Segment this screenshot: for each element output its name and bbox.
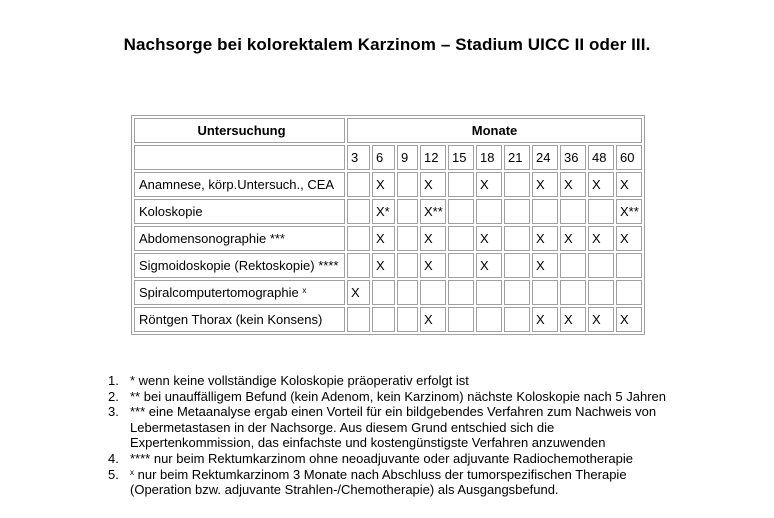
schedule-cell <box>588 280 614 305</box>
table-row <box>134 172 642 197</box>
footnote-text: ** bei unauffälligem Befund (kein Adenom, kein Karzinom) nächste Koloskopie nach 5 Jahren <box>130 388 666 404</box>
schedule-cell <box>347 253 370 278</box>
schedule-cell <box>616 280 642 305</box>
schedule-cell: X <box>420 226 446 251</box>
schedule-cell <box>347 307 370 332</box>
schedule-cell <box>420 280 446 305</box>
footnotes-list <box>108 373 748 498</box>
schedule-cell: X <box>560 226 586 251</box>
schedule-cell: X <box>560 307 586 332</box>
schedule-cell: X* <box>372 199 395 224</box>
schedule-cell: X <box>372 172 395 197</box>
row-label-superscript: x <box>302 286 307 295</box>
schedule-cell <box>588 253 614 278</box>
row-label: Röntgen Thorax (kein Konsens) <box>134 307 345 332</box>
footnote-text: (Operation bzw. adjuvante Strahlen-/Chemotherapie) als Ausgangsbefund. <box>130 482 559 498</box>
schedule-cell <box>397 307 418 332</box>
schedule-cell <box>397 172 418 197</box>
schedule-cell <box>448 280 474 305</box>
footnote-number: 1. <box>108 373 119 388</box>
schedule-cell <box>560 280 586 305</box>
schedule-cell: X <box>420 253 446 278</box>
schedule-cell <box>397 280 418 305</box>
schedule-cell <box>397 199 418 224</box>
footnote-text: *** eine Metaanalyse ergab einen Vorteil für ein bildgebendes Verfahren zum Nachweis von <box>130 404 657 420</box>
schedule-cell <box>532 280 558 305</box>
month-row-empty <box>134 145 345 170</box>
followup-schedule-table <box>131 115 645 335</box>
row-label: Abdomensonographie *** <box>134 226 345 251</box>
schedule-cell: X** <box>616 199 642 224</box>
schedule-cell <box>448 226 474 251</box>
schedule-cell <box>347 226 370 251</box>
month-row <box>134 145 642 170</box>
schedule-cell <box>504 199 530 224</box>
schedule-cell <box>372 280 395 305</box>
table-header-row <box>134 118 642 143</box>
row-label: Koloskopie <box>134 199 345 224</box>
schedule-cell <box>560 253 586 278</box>
schedule-cell: X <box>420 172 446 197</box>
footnote <box>108 451 748 467</box>
schedule-cell <box>616 253 642 278</box>
table-row <box>134 307 642 332</box>
schedule-cell: X <box>372 226 395 251</box>
schedule-cell: X <box>588 172 614 197</box>
schedule-cell: X <box>476 253 502 278</box>
schedule-cell: X <box>532 253 558 278</box>
month-header: 12 <box>420 145 446 170</box>
schedule-cell <box>504 280 530 305</box>
schedule-cell: X <box>476 226 502 251</box>
schedule-cell: X <box>532 172 558 197</box>
footnote-text: Expertenkommission, das einfachste und kostengünstigste Verfahren anzuwenden <box>130 435 606 451</box>
schedule-cell <box>397 226 418 251</box>
schedule-cell <box>504 172 530 197</box>
schedule-cell: X <box>372 253 395 278</box>
schedule-cell: X <box>616 307 642 332</box>
header-months: Monate <box>347 118 642 143</box>
footnote-text: Lebermetastasen in der Nachsorge. Aus diesem Grund entschied sich die <box>130 419 555 435</box>
month-header: 3 <box>347 145 370 170</box>
schedule-cell <box>397 253 418 278</box>
footnote-text: **** nur beim Rektumkarzinom ohne neoadjuvante oder adjuvante Radiochemotherapie <box>130 450 633 466</box>
schedule-cell <box>347 199 370 224</box>
table-row <box>134 280 642 305</box>
schedule-cell <box>504 253 530 278</box>
row-label: Sigmoidoskopie (Rektoskopie) **** <box>134 253 345 278</box>
month-header: 15 <box>448 145 474 170</box>
schedule-cell: X <box>616 172 642 197</box>
footnote-text: nur beim Rektumkarzinom 3 Monate nach Abschluss der tumorspezifischen Therapie <box>134 466 627 482</box>
month-header: 21 <box>504 145 530 170</box>
month-header: 9 <box>397 145 418 170</box>
schedule-cell <box>476 280 502 305</box>
schedule-cell: X <box>560 172 586 197</box>
header-exam: Untersuchung <box>134 118 345 143</box>
row-label: Spiralcomputertomographie $^x$ <box>134 280 345 305</box>
page-title: Nachsorge bei kolorektalem Karzinom – Stadium UICC II oder III. <box>123 35 651 54</box>
footnote <box>108 373 748 389</box>
footnote <box>108 389 748 405</box>
footnote <box>108 404 748 451</box>
schedule-cell <box>476 307 502 332</box>
schedule-cell: X <box>532 307 558 332</box>
table-row <box>134 253 642 278</box>
footnote-superscript: x <box>130 467 134 477</box>
month-header: 24 <box>532 145 558 170</box>
schedule-cell <box>476 199 502 224</box>
footnote-number: 3. <box>108 404 119 420</box>
footnote-number: 5. <box>108 466 119 482</box>
schedule-cell <box>588 199 614 224</box>
row-label: Anamnese, körp.Untersuch., CEA <box>134 172 345 197</box>
schedule-cell: X <box>347 280 370 305</box>
schedule-cell <box>560 199 586 224</box>
schedule-cell: X <box>588 307 614 332</box>
month-header: 36 <box>560 145 586 170</box>
month-header: 60 <box>616 145 642 170</box>
schedule-cell: X <box>532 226 558 251</box>
month-header: 6 <box>372 145 395 170</box>
schedule-cell <box>448 199 474 224</box>
footnote <box>108 467 748 498</box>
schedule-cell: X <box>476 172 502 197</box>
schedule-cell <box>504 307 530 332</box>
table-row <box>134 199 642 224</box>
schedule-cell <box>448 307 474 332</box>
schedule-cell <box>504 226 530 251</box>
footnote-number: 2. <box>108 388 119 404</box>
footnote-text: * wenn keine vollständige Koloskopie präoperativ erfolgt ist <box>130 373 469 388</box>
schedule-cell <box>532 199 558 224</box>
month-header: 48 <box>588 145 614 170</box>
schedule-cell <box>448 172 474 197</box>
schedule-cell: X <box>616 226 642 251</box>
month-header: 18 <box>476 145 502 170</box>
schedule-cell <box>448 253 474 278</box>
schedule-cell <box>347 172 370 197</box>
table-row <box>134 226 642 251</box>
schedule-cell: X** <box>420 199 446 224</box>
schedule-cell <box>372 307 395 332</box>
schedule-cell: X <box>588 226 614 251</box>
schedule-cell: X <box>420 307 446 332</box>
footnote-number: 4. <box>108 450 119 466</box>
